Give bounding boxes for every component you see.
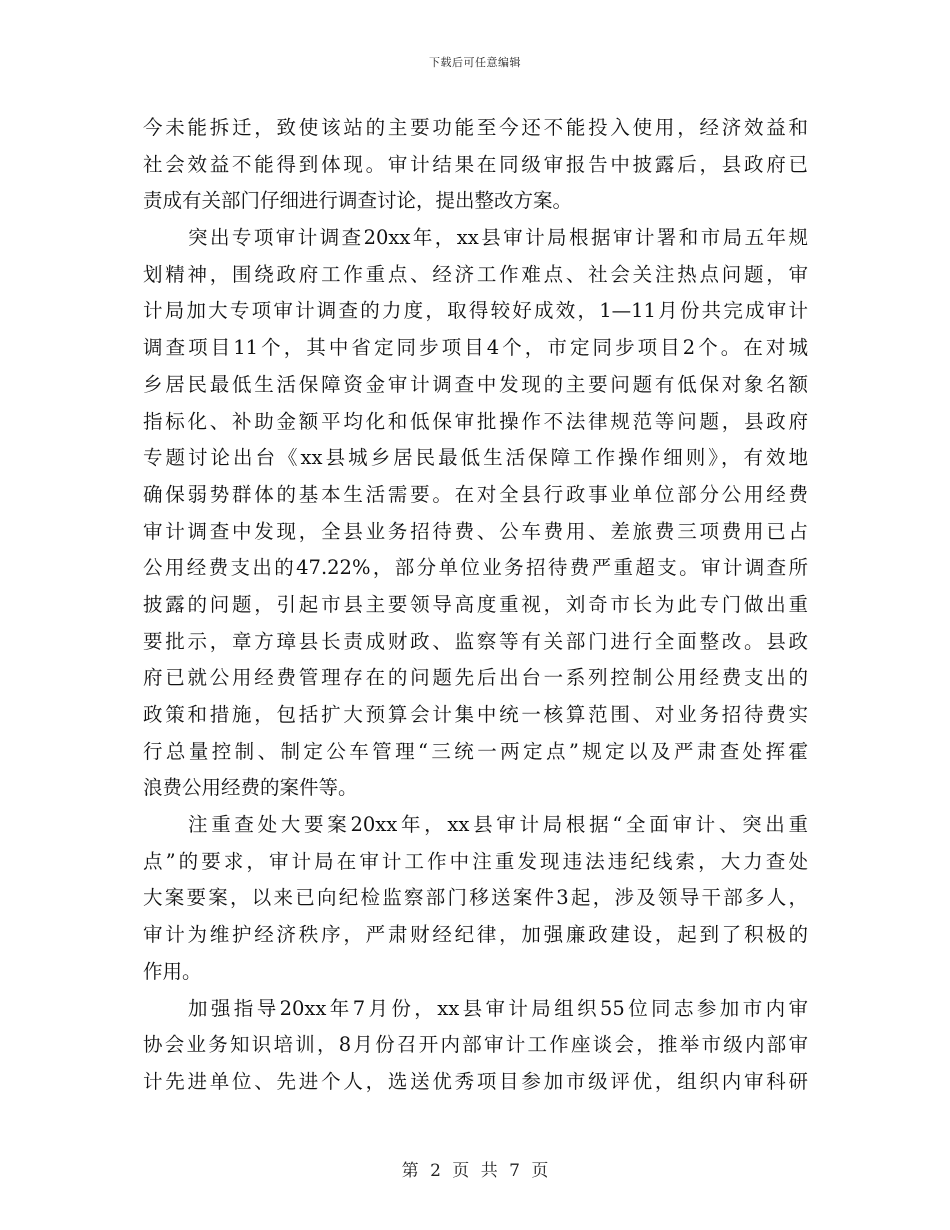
text-line: 府已就公用经费管理存在的问题先后出台一系列控制公用经费支出的 [143, 666, 808, 690]
text-line: 乡居民最低生活保障资金审计调查中发现的主要问题有低保对象名额 [143, 372, 808, 396]
text-line: 作用。 [143, 959, 202, 983]
text-line: 行总量控制、制定公车管理“三统一两定点”规定以及严肃查处挥霍 [143, 739, 808, 763]
text-line: 审计调查中发现，全县业务招待费、公车费用、差旅费三项费用已占 [143, 519, 808, 543]
text-line: 责成有关部门仔细进行调查讨论，提出整改方案。 [143, 189, 573, 213]
text-line: 大案要案，以来已向纪检监察部门移送案件3起，涉及领导干部多人， [143, 886, 808, 910]
text-line: 协会业务知识培训，8月份召开内部审计工作座谈会，推举市级内部审 [143, 1033, 808, 1057]
text-line: 计局加大专项审计调查的力度，取得较好成效，1—11月份共完成审计 [143, 299, 808, 323]
text-line: 点”的要求，审计局在审计工作中注重发现违法违纪线索，大力查处 [143, 849, 808, 873]
text-line: 审计为维护经济秩序，严肃财经纪律，加强廉政建设，起到了积极的 [143, 923, 808, 947]
text-line: 专题讨论出台《xx县城乡居民最低生活保障工作操作细则》，有效地 [143, 446, 808, 470]
text-line: 政策和措施，包括扩大预算会计集中统一核算范围、对业务招待费实 [143, 703, 808, 726]
text-line: 划精神，围绕政府工作重点、经济工作难点、社会关注热点问题，审 [143, 262, 808, 286]
text-line: 公用经费支出的47.22%，部分单位业务招待费严重超支。审计调查所 [143, 556, 808, 580]
text-line: 注重查处大要案20xx年，xx县审计局根据“全面审计、突出重 [188, 813, 808, 837]
text-line: 计先进单位、先进个人，选送优秀项目参加市级评优，组织内审科研 [143, 1069, 808, 1093]
document-body [143, 110, 808, 1101]
page-number-footer: 第 2 页 共 7 页 [401, 1161, 549, 1181]
text-line: 确保弱势群体的基本生活需要。在对全县行政事业单位部分公用经费 [143, 482, 808, 506]
text-line: 要批示，章方璋县长责成财政、监察等有关部门进行全面整改。县政 [143, 629, 808, 653]
text-line: 今未能拆迁，致使该站的主要功能至今还不能投入使用，经济效益和 [143, 116, 808, 139]
text-line: 指标化、补助金额平均化和低保审批操作不法律规范等问题，县政府 [143, 409, 808, 433]
text-line: 调查项目11个，其中省定同步项目4个，市定同步项目2个。在对城 [143, 336, 808, 360]
text-line: 加强指导20xx年7月份，xx县审计局组织55位同志参加市内审 [188, 996, 808, 1020]
text-line: 社会效益不能得到体现。审计结果在同级审报告中披露后，县政府已 [143, 152, 808, 176]
text-line: 披露的问题，引起市县主要领导高度重视，刘奇市长为此专门做出重 [143, 592, 808, 616]
text-line: 突出专项审计调查20xx年，xx县审计局根据审计署和市局五年规 [188, 226, 808, 250]
text-line: 浪费公用经费的案件等。 [143, 776, 358, 800]
page-header: 下载后可任意编辑 [429, 56, 521, 69]
